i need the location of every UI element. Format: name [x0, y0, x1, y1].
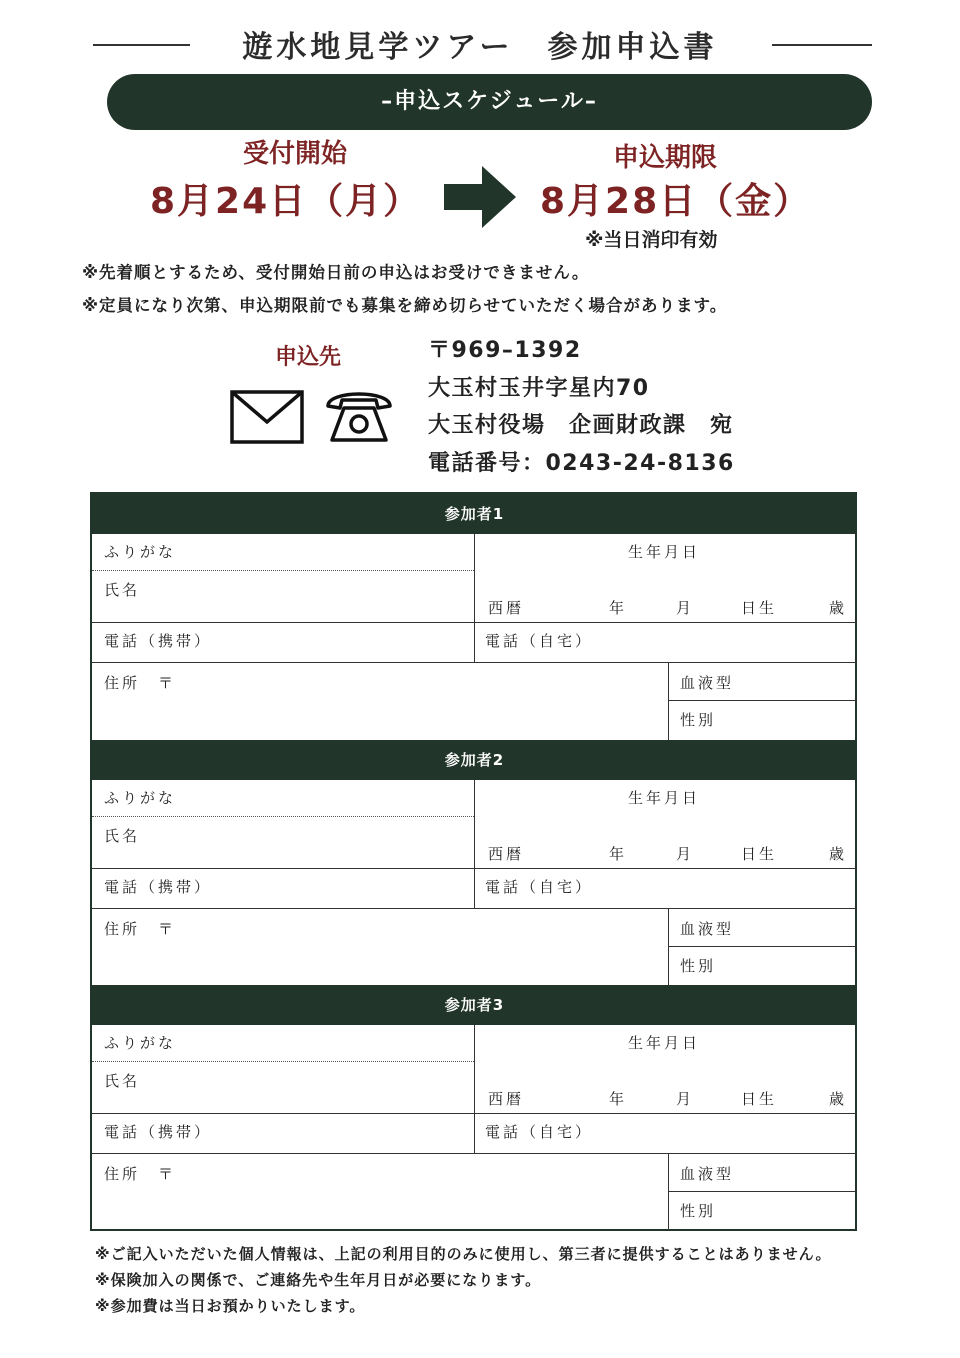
gender-field-3[interactable]: 性別	[680, 1202, 717, 1220]
name-field-1[interactable]: 氏名	[104, 581, 141, 599]
birthday-label-3: 生年月日	[628, 1034, 701, 1052]
blood-type-field-2[interactable]: 血液型	[680, 920, 735, 938]
birthday-month-3[interactable]: 月	[676, 1090, 695, 1108]
home-phone-field-1[interactable]: 電話（自宅）	[485, 632, 594, 650]
birthday-era-1[interactable]: 西暦	[488, 599, 525, 617]
envelope-icon	[230, 390, 304, 444]
age-field-2[interactable]: 歳	[829, 845, 848, 863]
address-field-3[interactable]: 住所 〒	[104, 1165, 177, 1183]
birthday-label-1: 生年月日	[628, 543, 701, 561]
participant-1-header: 参加者1	[92, 494, 857, 534]
furigana-field-1[interactable]: ふりがな	[104, 543, 177, 561]
footnote-insurance: ※保険加入の関係で、ご連絡先や生年月日が必要になります。	[95, 1271, 542, 1289]
destination-label: 申込先	[275, 345, 342, 370]
deadline-date: 8月28日（金）	[540, 181, 812, 222]
home-phone-field-3[interactable]: 電話（自宅）	[485, 1123, 594, 1141]
footnote-privacy: ※ご記入いただいた個人情報は、上記の利用目的のみに使用し、第三者に提供することはありません。	[95, 1245, 832, 1263]
age-field-3[interactable]: 歳	[829, 1090, 848, 1108]
schedule-banner: –申込スケジュール–	[107, 74, 872, 130]
blood-type-field-3[interactable]: 血液型	[680, 1165, 735, 1183]
participant-3-header: 参加者3	[92, 985, 857, 1025]
address-line: 大玉村玉井字星内70	[428, 376, 650, 401]
gender-field-1[interactable]: 性別	[680, 711, 717, 729]
birthday-day-1[interactable]: 日生	[741, 599, 778, 617]
gender-field-2[interactable]: 性別	[680, 957, 717, 975]
mobile-phone-field-1[interactable]: 電話（携帯）	[104, 632, 213, 650]
mobile-phone-field-2[interactable]: 電話（携帯）	[104, 878, 213, 896]
home-phone-field-2[interactable]: 電話（自宅）	[485, 878, 594, 896]
name-field-3[interactable]: 氏名	[104, 1072, 141, 1090]
notice-capacity: ※定員になり次第、申込期限前でも募集を締め切らせていただく場合があります。	[82, 296, 728, 315]
title-rule-right	[772, 44, 872, 46]
address-field-1[interactable]: 住所 〒	[104, 674, 177, 692]
mobile-phone-field-3[interactable]: 電話（携帯）	[104, 1123, 213, 1141]
start-date: 8月24日（月）	[150, 181, 422, 222]
blood-type-field-1[interactable]: 血液型	[680, 674, 735, 692]
birthday-day-2[interactable]: 日生	[741, 845, 778, 863]
birthday-year-1[interactable]: 年	[609, 599, 628, 617]
start-label: 受付開始	[242, 139, 347, 169]
birthday-month-2[interactable]: 月	[676, 845, 695, 863]
postal-code: 〒969–1392	[428, 338, 582, 363]
page-title: 遊水地見学ツアー 参加申込書	[242, 30, 718, 65]
application-form	[90, 492, 857, 1231]
birthday-year-3[interactable]: 年	[609, 1090, 628, 1108]
deadline-label: 申込期限	[612, 143, 717, 173]
furigana-field-2[interactable]: ふりがな	[104, 789, 177, 807]
birthday-era-3[interactable]: 西暦	[488, 1090, 525, 1108]
birthday-day-3[interactable]: 日生	[741, 1090, 778, 1108]
phone-line: 電話番号：0243-24-8136	[428, 451, 735, 476]
participant-2-header: 参加者2	[92, 740, 857, 780]
arrow-right-icon	[444, 166, 516, 228]
postmark-note: ※当日消印有効	[585, 229, 718, 251]
address-field-2[interactable]: 住所 〒	[104, 920, 177, 938]
birthday-label-2: 生年月日	[628, 789, 701, 807]
office-line: 大玉村役場 企画財政課 宛	[428, 413, 734, 438]
telephone-icon	[322, 384, 396, 444]
birthday-era-2[interactable]: 西暦	[488, 845, 525, 863]
birthday-year-2[interactable]: 年	[609, 845, 628, 863]
footnote-fee: ※参加費は当日お預かりいたします。	[95, 1297, 366, 1315]
furigana-field-3[interactable]: ふりがな	[104, 1034, 177, 1052]
notice-first-come: ※先着順とするため、受付開始日前の申込はお受けできません。	[82, 263, 590, 282]
name-field-2[interactable]: 氏名	[104, 827, 141, 845]
age-field-1[interactable]: 歳	[829, 599, 848, 617]
title-rule-left	[93, 44, 190, 46]
birthday-month-1[interactable]: 月	[676, 599, 695, 617]
